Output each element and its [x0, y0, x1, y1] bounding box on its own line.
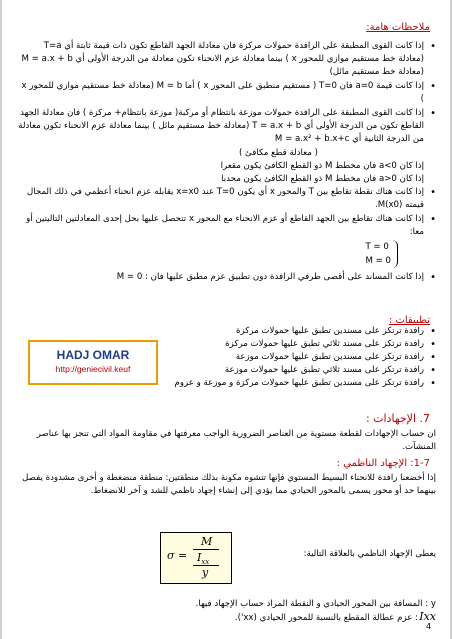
notes-list [18, 40, 438, 285]
equation-t: T = 0 [365, 242, 389, 252]
note-subline: إذا كان a<0 فان مخطط M ذو القطع الكافئ يكون مقعرا [220, 161, 424, 171]
brace-equations [18, 240, 438, 268]
formula-inertia-symbol: I [197, 551, 202, 564]
formula-inertia-subscript: xx [201, 558, 210, 567]
author-name: HADJ OMAR [56, 348, 130, 362]
formula-lhs: σ = [167, 549, 188, 562]
fraction-bar-1 [193, 549, 219, 550]
section-71-heading: 1-7: الإجهاد الناظمي : [336, 458, 430, 469]
note-item: • إذا كانت القوى المطبقة على الرافدة حمولات موزعة بانتظام أو مركبة( موزعة بانتظام+ مركزة ) فان معادلة الجهد القاطع تكون من الدرجة الأولى أي T = a.x + b (معادلة خط مستقيم مائل ) بينما معادلة عزم الانحناء تكون معادلة من الدرجة الثانية أي M = a.x² + b.x+c [18, 107, 438, 146]
author-box [28, 340, 158, 385]
notes-title: ملاحظات هامة: [366, 22, 430, 33]
equation-m: M = 0 [365, 256, 391, 266]
normal-stress-formula [160, 532, 232, 584]
note-subline: إذا كان a>0 فان مخطط M ذو القطع الكافئ يكون محدبا [221, 174, 424, 184]
definition-y: y : المسافة بين المحور الحيادي و النقطة المراد حساب الإجهاد فيها. [195, 599, 436, 609]
definition-ixx: : عزم عطالة المقطع بالنسبة للمحور الحيادي (xx'). [234, 613, 418, 623]
application-item: • رافدة ترتكز على مسند ثلاثي تطبق عليها حمولات موزعة [138, 364, 438, 377]
section-71-text: إذا أخضعنا رافدة للانحناء البسيط المستوي فإنها تتشوه مكونة بذلك منطقتين: منطقة منضغطة و أخرى مشدودة يفصل بينهما حد أو محور يسمى بالمحور الحيادي مما يؤدي إلى إنشاء إجهاد ناظمي للشد و آخر للانضغاط. [22, 473, 436, 496]
formula-numerator: M [201, 535, 213, 548]
definition-ixx-symbol: Ixx [419, 610, 436, 623]
formula-intro: يعطى الإجهاد الناظمي بالعلاقة التالية: [303, 549, 436, 559]
note-item: • إذا كانت قيمة a=0 فان T=0 ( مستقيم منطبق على المحور x ) أما M = b (معادلة خط مستقيم موازي للمحور x ) [18, 80, 438, 106]
page-number: 4 [426, 622, 432, 631]
equation-brace [365, 240, 398, 268]
application-item: • رافدة ترتكز على مسندين تطبق عليها حمولات موزعة [138, 351, 438, 364]
author-url[interactable]: http://geniecivil.keuf [55, 364, 131, 374]
note-item: • إذا كانت هناك نقطة تقاطع بين T والمحور x أي يكون T=0 عند x=x0 يقابله عزم انحناء أعظمي في ذلك المجال قيمته M(x0). [18, 186, 438, 212]
section-7-text: ان حساب الإجهادات لقطعة مستوية من العناصر الضرورية الواجب معرفتها في مقاومة المواد التي تنجز بها عناصر المنشآت. [36, 429, 436, 452]
application-item: • رافدة ترتكز على مسندين تطبق عليها حمولات مركزة و موزعة و عزوم [138, 377, 438, 390]
application-item: • رافدة ترتكز على مسندين تطبق عليها حمولات مركزة [138, 325, 438, 338]
applications-title: تطبيقات : [388, 315, 430, 326]
formula-inertia [197, 551, 209, 566]
section-7-heading: 7. الإجهادات : [365, 412, 430, 425]
application-item: • رافدة ترتكز على مسند ثلاثي تطبق عليها حمولات مركزة [138, 338, 438, 351]
note-item: • إذا كانت القوى المطبقة على الرافدة حمولات مركزة فان معادلة الجهد القاطع تكون ذات قيمة ثابتة أي T=a (معادلة خط مستقيم موازي للمحور x ) بينما معادلة عزم الانحناء تكون معادلة من الدرجة الأولى أي M = a.x + b (معادلة خط مستقيم مائل) [18, 40, 438, 79]
note-item: • إذا كانت المساند على أقصى طرفي الرافدة دون تطبيق عزم مطبق عليها فان : M = 0 [18, 271, 438, 284]
formula-y: y [202, 566, 209, 579]
note-item: • إذا كانت هناك تقاطع بين الجهد القاطع أو عزم الانحناء مع المحور x تتحصل عليها بحل إحدى المعادلتين التاليتين أو معا: [18, 213, 438, 239]
note-subline: ( معادلة قطع مكافئ ) [238, 148, 318, 158]
applications-list [138, 325, 438, 390]
